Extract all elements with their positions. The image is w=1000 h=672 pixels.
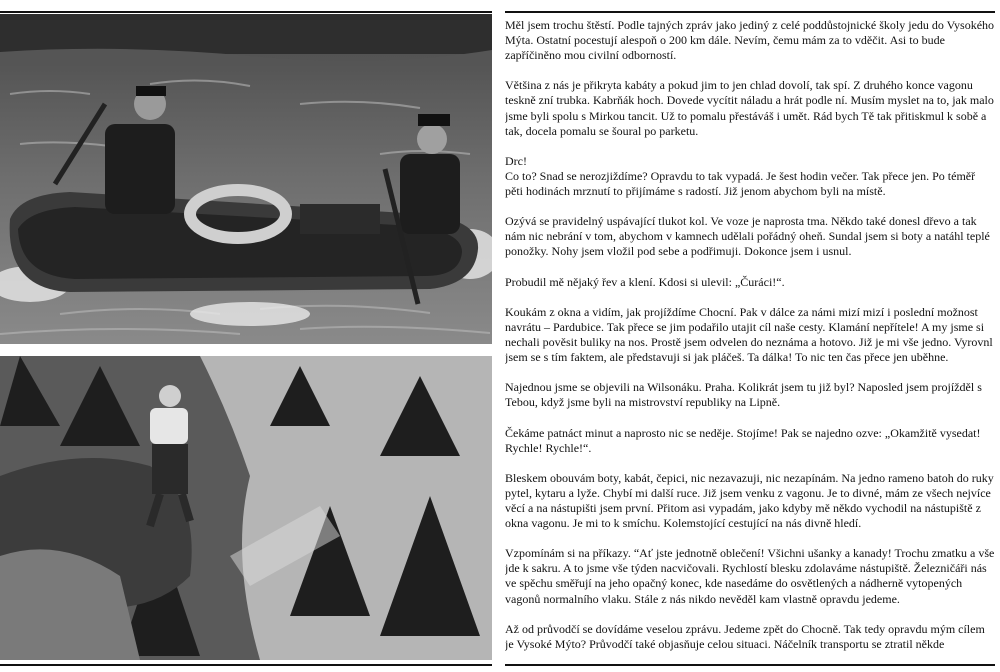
paragraph: Koukám z okna a vidím, jak projíždíme Chocní. Pak v dálce za námi mizí mizí i poslední možnost navrátu – Pardubice. Tak přece se jim podařilo utajit cíl naše cesty. Klamání nepřítele! A my jsme si nechali pověsit buliky na nos. Prostě jsem odvelen do neznáma a hotovo. Již je mi vše jedno. Vyrovnl jsem se s tím faktem, ale představuji si jak pláčeš. Ta dálka! To nic ten čas přece jen uběhne.	[505, 304, 993, 365]
paragraph: Bleskem obouvám boty, kabát, čepici, nic nezavazuji, nic nezapínám. Na jedno rameno batoh do ruky pytel, kytaru a lyže. Chybí mi další ruce. Již jsem venku z vagonu. Je to divné, mám ze všech nejvíce věcí a na nástupišti jsem první. Přitom asi vypadám, jako kdyby mě někdo vychodil na nástupiště z okna vagonu. Je mi to k smíchu. Kolemstojící cestující na nás divně hledí.	[505, 470, 994, 531]
bottom-rule	[0, 664, 492, 666]
paragraph: Vzpomínám si na příkazy. “Ať jste jednotně oblečení! Všichni ušanky a kanady! Trochu zmatku a vše jde k sakru. A to jsme vše týden nacvičovali. Rychlostí blesku zdolaváme nástupiště. Železničáři nás ve spěchu směřují na jeho opačný konec, kde nasedáme do osvětlených a nádherně vytopených vagonů normalního vlaku. Stále z nás nikdo nevěděl kam vlastně opravdu jedeme.	[505, 546, 995, 606]
paragraph: Probudil mě nějaký řev a klení. Kdosi si ulevil: „Čuráci!“.	[505, 274, 785, 289]
paragraph: Čekáme patnáct minut a naprosto nic se neděje. Stojíme! Pak se najedno ozve: „Okamžitě vysedat! Rychle! Rychle!“.	[505, 425, 981, 455]
photo-soldiers-raft	[0, 14, 492, 344]
photo-man-on-rock	[0, 356, 492, 660]
paragraph: Drc! Co to? Snad se nerozjiždíme? Opravdu to tak vypadá. Je šest hodin večer. Tak přece jen. Po téměř pěti hodinách mrznutí to přijímáme s radostí. Již jenom abychom byli na místě.	[505, 153, 976, 199]
top-rule-right	[505, 11, 995, 13]
paragraph: Měl jsem trochu štěstí. Podle tajných zpráv jako jediný z celé poddůstojnické školy jedu do Vysokého Mýta. Ostatní pocestují alespoň o 200 km dále. Nevím, čemu mám za to vděčit. Asi to bude zapříčiněno mou civilní odborností.	[505, 18, 995, 63]
top-rule	[0, 11, 492, 13]
paragraph: Až od průvodčí se dovídáme veselou zprávu. Jedeme zpět do Chocně. Tak tedy opravdu mým cílem je Vysoké Mýto? Průvodčí také objasňuje celou situaci. Náčelník transportu se ztratil někde	[505, 621, 985, 651]
paragraph: Ozývá se pravidelný uspávající tlukot kol. Ve voze je naprosta tma. Někdo také donesl dřevo a tak nám nic nebrání v tom, abychom v kamnech udělali pořádný oheň. Sundal jsem si boty a natáhl teplé ponožky. Nohy jsem vložil pod sebe a podřimuji. Dokonce jsem i usnul.	[505, 214, 990, 259]
paragraph: Většina z nás je přikryta kabáty a pokud jim to jen chlad dovolí, tak spí. Z druhého konce vagonu teskně zní trubka. Kabrňák hoch. Dovede vycítit náladu a hrát podle ní. Musím myslet na to, jak malo jsme byli spolu s Mirkou tancit. Už to pomalu přestáváš i umět. Rád bych Tě tak přitiskmul k sobě a tak, docela pomalu se šoural po parketu.	[505, 78, 994, 138]
article-text-column	[505, 18, 995, 666]
paragraph: Najednou jsme se objevili na Wilsonáku. Praha. Kolikrát jsem tu již byl? Naposled jsem projížděl s Tebou, když jsme byli na mistrovství republiky na Lipně.	[505, 380, 982, 410]
